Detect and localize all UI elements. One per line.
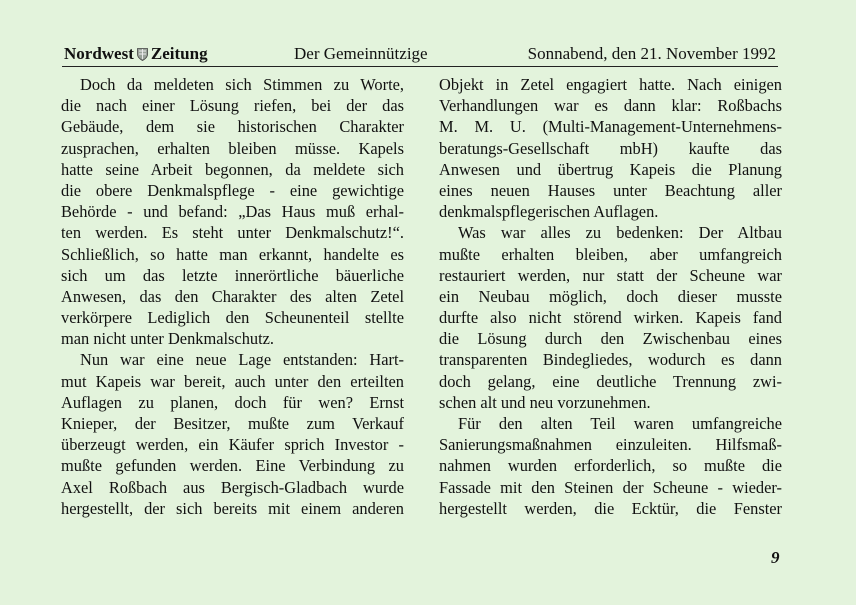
text-line: eines neuen Hauses unter Beachtung aller xyxy=(439,180,782,200)
text-line: man nicht unter Denkmalschutz. xyxy=(61,329,275,349)
text-line: hergestellt werden, die Ecktür, die Fenster xyxy=(439,498,782,518)
text-line: Was war alles zu bedenken: Der Altbau xyxy=(458,223,782,243)
text-line: mußte gefunden werden. Eine Verbindung zu xyxy=(61,456,404,476)
text-line: verkörpere Lediglich den Scheunenteil stellte xyxy=(61,308,404,328)
text-line: beratungs-Gesellschaft mbH) kaufte das xyxy=(439,138,782,158)
text-line: hergestellt, der sich bereits mit einem anderen xyxy=(61,498,404,518)
text-line: nahmen wurden erforderlich, so mußte die xyxy=(439,456,782,476)
text-line: Für den alten Teil waren umfangreiche xyxy=(458,414,782,433)
page-number: 9 xyxy=(771,548,780,567)
text-line: Axel Roßbach aus Bergisch-Gladbach wurde xyxy=(61,477,404,497)
page-header xyxy=(62,44,778,67)
masthead-name-right: Zeitung xyxy=(150,44,208,63)
text-line: Anwesen und übertrug Kapeis die Planung xyxy=(439,159,782,179)
text-line: Doch da meldeten sich Stimmen zu Worte, xyxy=(80,75,404,94)
text-line: schen alt und neu vorzunehmen. xyxy=(439,392,651,412)
text-line: ten werden. Es steht unter Denkmalschutz!“. xyxy=(61,223,404,243)
text-line: Fassade mit den Steinen der Scheune - wieder- xyxy=(439,477,782,497)
text-line: Verhandlungen war es dann klar: Roßbachs xyxy=(439,96,782,116)
text-line: Schließlich, so hatte man erkannt, handelte es xyxy=(61,244,404,264)
article-column-right xyxy=(439,74,782,519)
section-title: Der Gemeinnützige xyxy=(294,44,428,63)
newspaper-masthead xyxy=(64,44,208,64)
text-line: mut Kapeis war bereit, auch unter den erteilten xyxy=(61,371,404,391)
text-line: transparenten Bindegliedes, wodurch es dann xyxy=(439,350,782,370)
coat-of-arms-icon xyxy=(137,48,148,61)
text-line: die obere Denkmalspflege - eine gewichtige xyxy=(61,180,404,200)
masthead-name-left: Nordwest xyxy=(64,44,134,63)
text-line: sich um das letzte innerörtliche bäuerliche xyxy=(61,265,404,285)
article-column-left xyxy=(61,74,404,519)
text-line: die Lösung durch den Zwischenbau eines xyxy=(439,329,782,349)
text-line: Auflagen zu planen, doch für wen? Ernst xyxy=(61,392,404,412)
text-line: Objekt in Zetel engagiert hatte. Nach einigen xyxy=(439,75,782,94)
text-line: Behörde - und befand: „Das Haus muß erhal- xyxy=(61,202,404,222)
issue-date: Sonnabend, den 21. November 1992 xyxy=(527,44,776,63)
text-line: doch gelang, eine deutliche Trennung zwi- xyxy=(439,371,782,391)
text-line: die nach einer Lösung riefen, bei der das xyxy=(61,96,404,116)
text-line: M. M. U. (Multi-Management-Unternehmens- xyxy=(439,117,782,137)
text-line: restauriert werden, nur statt der Scheune war xyxy=(439,265,782,285)
text-line: Anwesen, das den Charakter des alten Zetel xyxy=(61,286,404,306)
text-line: mußte erhalten bleiben, aber umfangreich xyxy=(439,244,782,264)
text-line: zusprachen, erhalten bleiben müsse. Kapels xyxy=(61,138,404,158)
text-line: denkmalspflegerischen Auflagen. xyxy=(439,202,659,222)
text-line: ein Neubau möglich, doch dieser musste xyxy=(439,286,782,306)
text-line: Gebäude, dem sie historischen Charakter xyxy=(61,117,404,137)
text-line: Knieper, der Besitzer, mußte zum Verkauf xyxy=(61,414,404,433)
text-line: Nun war eine neue Lage entstanden: Hart- xyxy=(80,350,404,370)
text-line: hatte seine Arbeit begonnen, da meldete sich xyxy=(61,159,404,179)
text-line: überzeugt werden, ein Käufer sprich Investor - xyxy=(61,435,404,455)
text-line: Sanierungsmaßnahmen einzuleiten. Hilfsmaß- xyxy=(439,435,782,455)
text-line: durfte also nicht störend wirken. Kapeis fand xyxy=(439,308,782,328)
